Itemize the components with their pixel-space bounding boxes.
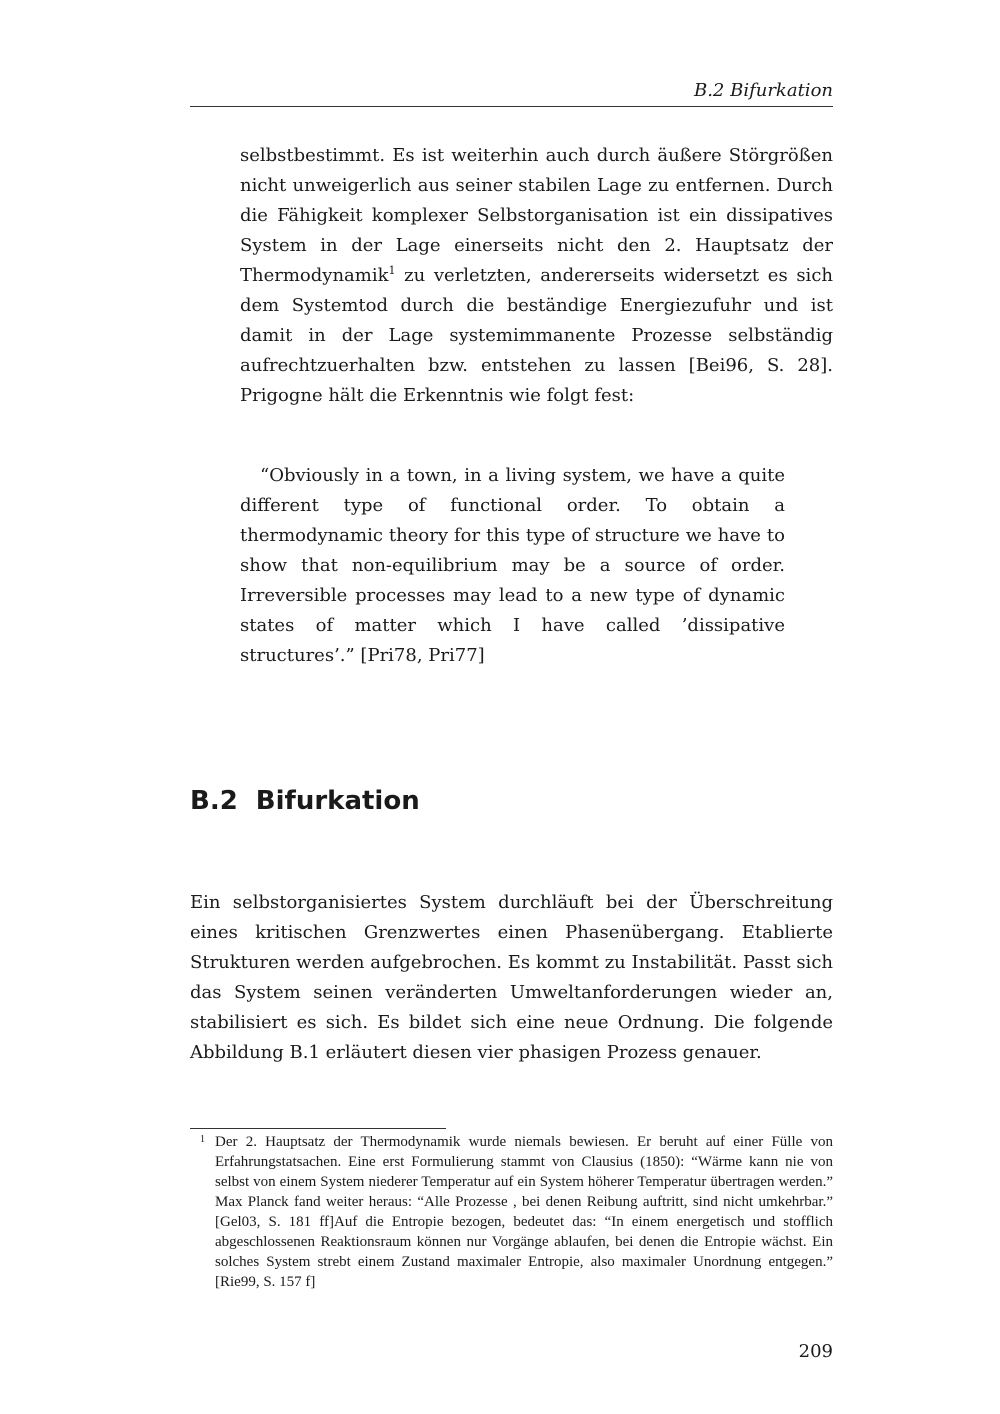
- running-header: B.2 Bifurkation: [693, 80, 833, 101]
- footnote-mark: 1: [200, 1134, 205, 1145]
- footnote: [200, 1132, 833, 1292]
- section-title: Bifurkation: [255, 786, 420, 816]
- block-quote: “Obviously in a town, in a living system, we have a quite different type of functional order. To obtain a thermodynamic theory for this type of structure we have to show that non-equilibrium may be a source of order. Irreversible processes may lead to a new type of dynamic states of matter which I have called ’dissipative structures’.” [Pri78, Pri77]: [240, 465, 785, 666]
- footnote-reference[interactable]: 1: [388, 264, 396, 277]
- section-heading: [190, 783, 420, 819]
- page-number: 209: [798, 1341, 833, 1362]
- footnote-rule: [190, 1128, 446, 1129]
- header-rule: [190, 106, 833, 107]
- footnote-text: Der 2. Hauptsatz der Thermodynamik wurde niemals bewiesen. Er beruht auf einer Fülle von Erfahrungstatsachen. Eine erst Formulierung stammt von Clausius (1850): “Wärme kann nie von selbst von einem System niederer Temperatur auf ein System höherer Temperatur übertragen werden.” Max Planck fand weiter heraus: “Alle Prozesse , bei denen Reibung auftritt, sind nicht umkehrbar.” [Gel03, S. 181 ff]Auf die Entropie bezogen, bedeutet das: “In einem energetisch und stofflich abgeschlossenen Reaktionsraum können nur Vorgänge ablaufen, bei denen die Entropie wächst. Ein solches System strebt einem Zustand maximaler Entropie, also maximaler Unordnung entgegen.” [Rie99, S. 157 f]: [215, 1134, 833, 1290]
- paragraph-text-part2: zu verletzten, andererseits widersetzt es sich dem Systemtod durch die beständige Energiezufuhr und ist damit in der Lage systemimmanente Prozesse selbständig aufrechtzuerhalten bzw. entstehen zu lassen [Bei96, S. 28]. Prigogne hält die Erkenntnis wie folgt fest:: [240, 265, 833, 406]
- section-number: B.2: [190, 786, 238, 816]
- paragraph: [240, 141, 833, 411]
- paragraph-text-part1: selbstbestimmt. Es ist weiterhin auch durch äußere Störgrößen nicht unweigerlich aus seiner stabilen Lage zu entfernen. Durch die Fähigkeit komplexer Selbstorganisation ist ein dissipatives System in der Lage einerseits nicht den 2. Hauptsatz der Thermodynamik: [240, 145, 833, 286]
- section-paragraph: Ein selbstorganisiertes System durchläuft bei der Überschreitung eines kritischen Grenzwertes einen Phasenübergang. Etablierte Strukturen werden aufgebrochen. Es kommt zu Instabilität. Passt sich das System seinen veränderten Umweltanforderungen wieder an, stabilisiert es sich. Es bildet sich eine neue Ordnung. Die folgende Abbildung B.1 erläutert diesen vier phasigen Prozess genauer.: [190, 892, 833, 1063]
